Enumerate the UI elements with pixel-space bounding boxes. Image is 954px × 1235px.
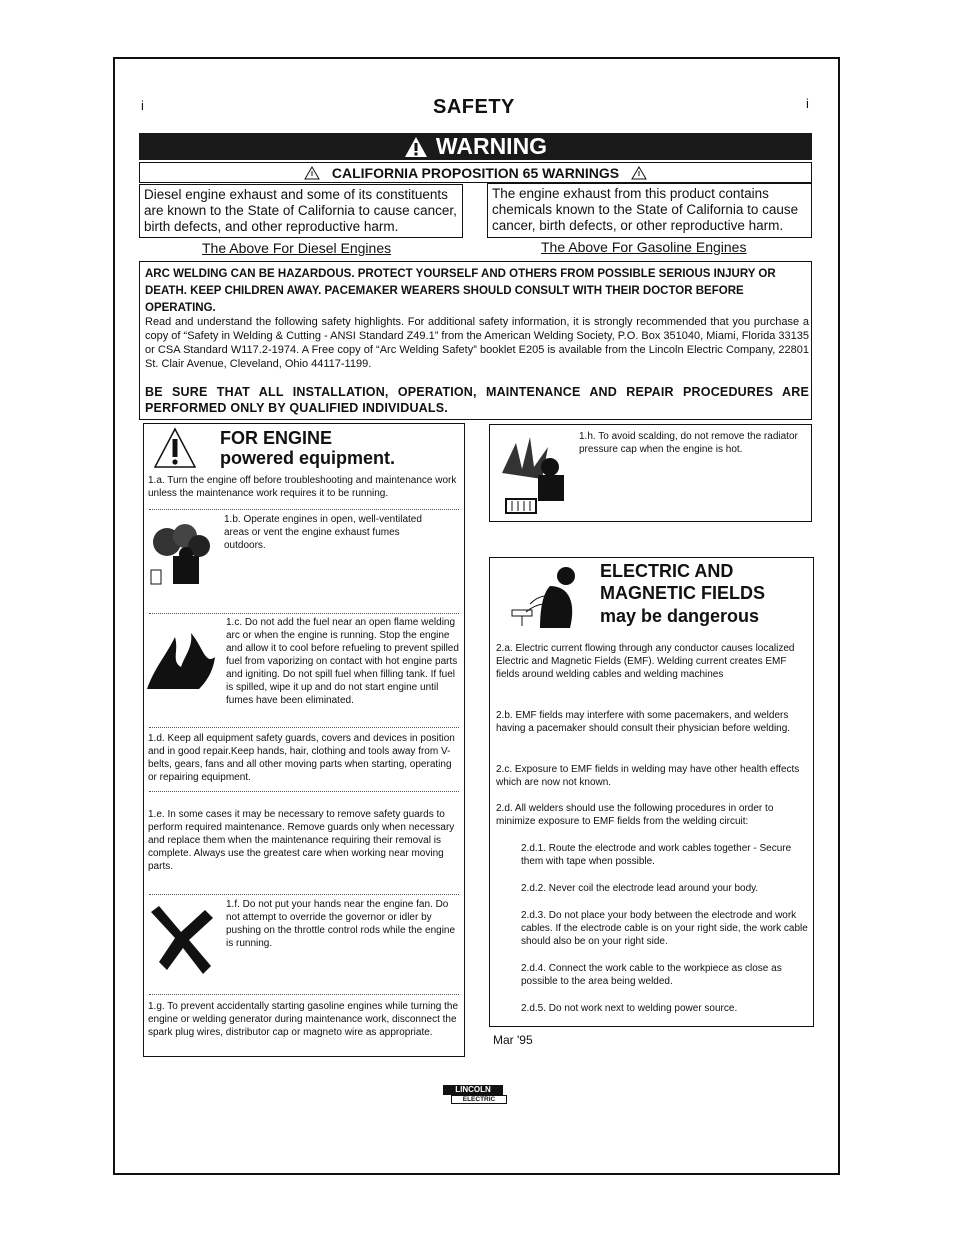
emf-item-2c: 2.c. Exposure to EMF fields in welding may have other health effects which are now not known. [496,764,800,788]
prop65-gasoline-caption: The Above For Gasoline Engines [541,239,747,255]
radiator-scalding-icon [492,429,568,517]
divider [149,509,459,510]
caution-icon [631,166,647,180]
emf-heading-line1: ELECTRIC AND [600,561,734,581]
engine-item-1e: 1.e. In some cases it may be necessary to remove safety guards to perform required maintenance. Remove guards only when necessary and replace them when the maintenance requiring their removal is complete. Always use the greatest care when working near moving parts. [148,809,455,872]
emf-item-2a: 2.a. Electric current flowing through any conductor causes localized Electric and Magnetic Fields (EMF). Welding current creates EMF fields around welding cables and welding machines [496,643,795,680]
engine-item-1b: 1.b. Operate engines in open, well-ventilated areas or vent the engine exhaust fumes outdoors. [224,514,422,551]
engine-heading-line2: powered equipment. [220,448,396,468]
divider [149,994,459,995]
divider [149,613,459,614]
warning-label: WARNING [435,133,548,159]
emf-item-2d3: 2.d.3. Do not place your body between the electrode and work cables. If the electrode cable is on your right side, the work cable should also be on your right side. [521,910,808,947]
prop65-title-bar [139,162,812,183]
lincoln-electric-logo [443,1085,509,1105]
warning-banner [139,133,812,160]
read-understand-text: Read and understand the following safety highlights. For additional safety information, it is strongly recommended that you purchase a copy of “Safety in Welding & Cutting - ANSI Standard Z49.1” from the American Welding Society, P.O. Box 351040, Miami, Florida 33135 or CSA Standard W117.2-1974. A Free copy of “Arc Welding Safety” booklet E205 is available from the Lincoln Electric Company, 22801 St. Clair Avenue, Cleveland, Ohio 44117-1199. [145,316,809,370]
qualified-statement: BE SURE THAT ALL INSTALLATION, OPERATION, MAINTENANCE AND REPAIR PROCEDURES ARE PERFORMED ONLY BY QUALIFIED INDIVIDUALS. [145,385,809,415]
logo-top: LINCOLN [443,1085,503,1095]
revision-date: Mar '95 [493,1033,533,1047]
divider [149,894,459,895]
page-title: SAFETY [433,96,515,118]
emf-heading-line3: may be dangerous [600,606,760,626]
caution-icon [304,166,320,180]
radiator-section [489,424,812,522]
engine-heading-line1: FOR ENGINE [220,428,333,448]
logo-bottom: ELECTRIC [451,1095,507,1104]
divider [149,791,459,792]
emf-item-2d2: 2.d.2. Never coil the electrode lead around your body. [521,883,759,894]
engine-item-1f: 1.f. Do not put your hands near the engine fan. Do not attempt to override the governor or idler by pushing on the throttle control rods while the engine is running. [226,899,456,949]
welder-emf-icon [510,564,586,634]
exhaust-fumes-icon [147,522,217,594]
prop65-title: CALIFORNIA PROPOSITION 65 WARNINGS [331,164,620,181]
hazard-statement: ARC WELDING CAN BE HAZARDOUS. PROTECT YOURSELF AND OTHERS FROM POSSIBLE SERIOUS INJURY OR DEATH. KEEP CHILDREN AWAY. PACEMAKER WEARERS SHOULD CONSULT WITH THEIR DOCTOR BEFORE OPERATING. [145,268,776,314]
page-number-right: i [806,96,809,111]
safety-notice-box [139,261,812,420]
prop65-diesel-box: Diesel engine exhaust and some of its constituents are known to the State of California to cause cancer, birth defects, and other reproductive harm. [139,184,463,238]
page-number-left: i [141,98,144,113]
hand-fan-hazard-icon [145,904,217,980]
prop65-gasoline-box: The engine exhaust from this product contains chemicals known to the State of California to cause cancer, birth defects, or other reproductive harm. [487,183,812,238]
prop65-diesel-caption: The Above For Diesel Engines [202,240,392,256]
warning-triangle-icon [404,136,428,158]
emf-item-2b: 2.b. EMF fields may interfere with some pacemakers, and welders having a pacemaker should consult their physician before welding. [496,710,791,734]
flame-icon [145,627,217,691]
engine-item-1h: 1.h. To avoid scalding, do not remove the radiator pressure cap when the engine is hot. [579,431,798,455]
emf-item-2d: 2.d. All welders should use the following procedures in order to minimize exposure to EMF fields from the welding circuit: [496,803,774,827]
emf-item-2d1: 2.d.1. Route the electrode and work cables together - Secure them with tape when possible. [521,843,792,867]
engine-item-1a: 1.a. Turn the engine off before troubleshooting and maintenance work unless the maintenance work requires it to be running. [148,475,457,499]
emf-heading-line2: MAGNETIC FIELDS [600,583,765,603]
warning-triangle-icon [153,427,197,469]
engine-item-1g: 1.g. To prevent accidentally starting gasoline engines while turning the engine or welding generator during maintenance work, disconnect the spark plug wires, distributor cap or magneto wire as appropriate. [148,1001,459,1038]
emf-item-2d4: 2.d.4. Connect the work cable to the workpiece as close as possible to the area being welded. [521,963,782,987]
engine-item-1c: 1.c. Do not add the fuel near an open flame welding arc or when the engine is running. Stop the engine and allow it to cool before refueling to prevent spilled fuel from vaporizing on contact with hot engine parts and igniting. Do not spill fuel when filling tank. If fuel is spilled, wipe it up and do not start engine until fumes have been eliminated. [226,617,459,706]
emf-section [489,557,814,1027]
engine-item-1d: 1.d. Keep all equipment safety guards, covers and devices in position and in good repair.Keep hands, hair, clothing and tools away from V-belts, gears, fans and all other moving parts when starting, operating or repairing equipment. [148,733,455,783]
engine-section [143,423,465,1057]
emf-item-2d5: 2.d.5. Do not work next to welding power source. [521,1003,738,1014]
divider [149,727,459,728]
